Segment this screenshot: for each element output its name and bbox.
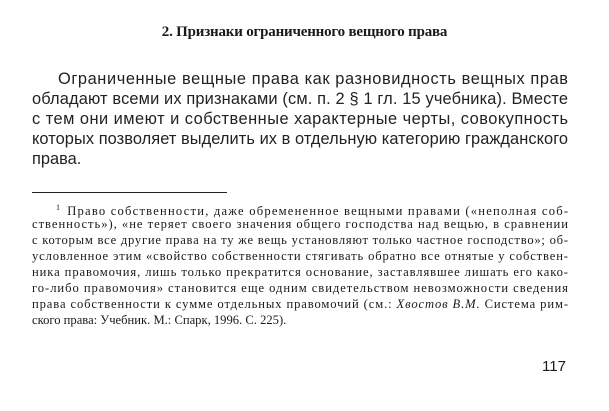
section-heading: 2. Признаки ограниченного вещного права — [161, 24, 448, 40]
paragraph-line: Ограниченные вещные права как разновидность вещных прав — [58, 70, 569, 88]
paragraph-line: с тем они имеют и собственные характерные черты, совокупность — [32, 110, 569, 128]
footnote-line: $^1$ Право собственности, даже обремененное вещными правами («неполная соб- — [56, 203, 570, 218]
paragraph-line: права. — [32, 150, 82, 168]
footnote-line: условленное этим «свойство собственности стягивать обратно все отнятые у собствен- — [32, 249, 569, 263]
footnote-divider — [32, 192, 227, 193]
footnote-author: Хвостов В.М. — [396, 297, 481, 311]
paragraph-line: обладают всеми их признаками (см. п. 2 § 1 гл. 15 учебника). Вместе — [32, 90, 569, 108]
footnote-line: с которым все другие права на ту же вещь установляют только частное господство»; об- — [32, 233, 569, 247]
footnote-line: го-либо правомочия» становится еще одним свидетельством невозможности сведения — [32, 281, 569, 295]
paragraph-line: которых позволяет выделить их в отдельную категорию гражданского — [32, 130, 569, 148]
footnote-line: ника правомочия, лишь только прекратится основание, заставлявшее лишать его како- — [32, 265, 569, 279]
footnote-line: ского права: Учебник. М.: Спарк, 1996. С. 225). — [32, 313, 287, 327]
footnote-line: ственность»), «не теряет своего значения общего господства над вещью, в сравнении — [32, 217, 569, 231]
page-number: 117 — [542, 358, 566, 375]
footnote-line: права собственности к сумме отдельных правомочий (см.: Хвостов В.М. Система рим- — [32, 297, 569, 311]
footnote-marker: 1 — [56, 203, 62, 212]
